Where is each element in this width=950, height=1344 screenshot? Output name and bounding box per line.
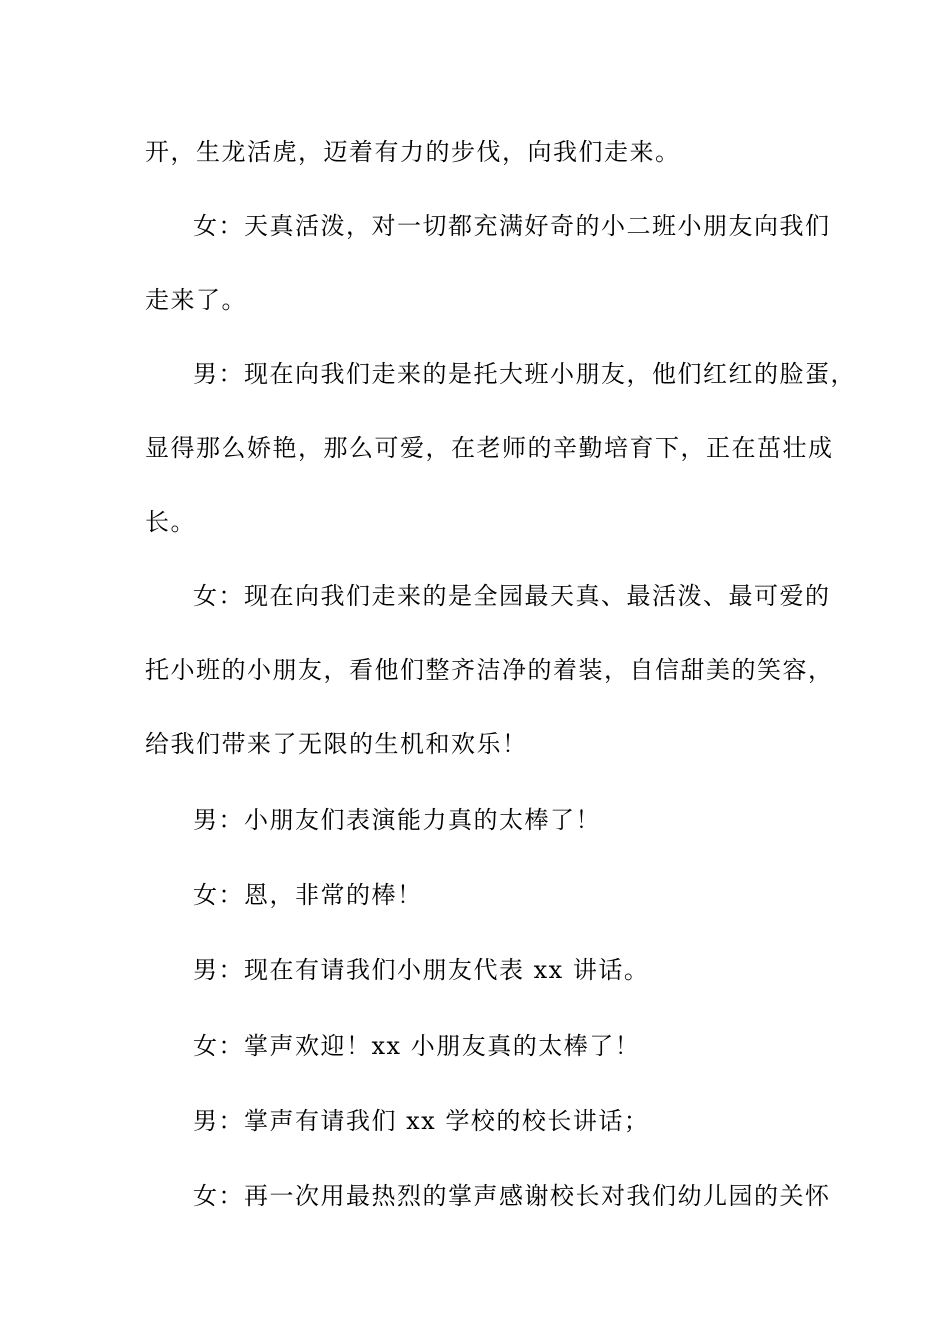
paragraph-line: 走来了。 bbox=[145, 286, 247, 314]
paragraph-line: 给我们带来了无限的生机和欢乐！ bbox=[145, 730, 528, 758]
paragraph-line: 男：现在向我们走来的是托大班小朋友，他们红红的脸蛋， bbox=[193, 360, 856, 388]
paragraph-line: 托小班的小朋友，看他们整齐洁净的着装，自信甜美的笑容， bbox=[145, 656, 834, 684]
paragraph-line: 开，生龙活虎，迈着有力的步伐，向我们走来。 bbox=[145, 138, 681, 166]
paragraph-line: 女：恩，非常的棒！ bbox=[193, 881, 423, 909]
paragraph-line: 长。 bbox=[145, 508, 196, 536]
paragraph-line: 女：现在向我们走来的是全园最天真、最活泼、最可爱的 bbox=[193, 582, 831, 610]
paragraph-line: 男：现在有请我们小朋友代表 xx 讲话。 bbox=[193, 956, 650, 984]
paragraph-line: 女：天真活泼，对一切都充满好奇的小二班小朋友向我们 bbox=[193, 212, 831, 240]
paragraph-line: 男：掌声有请我们 xx 学校的校长讲话； bbox=[193, 1107, 650, 1135]
paragraph-line: 女：再一次用最热烈的掌声感谢校长对我们幼儿园的关怀 bbox=[193, 1182, 831, 1210]
paragraph-line: 显得那么娇艳，那么可爱，在老师的辛勤培育下，正在茁壮成 bbox=[145, 434, 834, 462]
paragraph-line: 男：小朋友们表演能力真的太棒了！ bbox=[193, 806, 601, 834]
paragraph-line: 女：掌声欢迎！xx 小朋友真的太棒了！ bbox=[193, 1032, 641, 1060]
